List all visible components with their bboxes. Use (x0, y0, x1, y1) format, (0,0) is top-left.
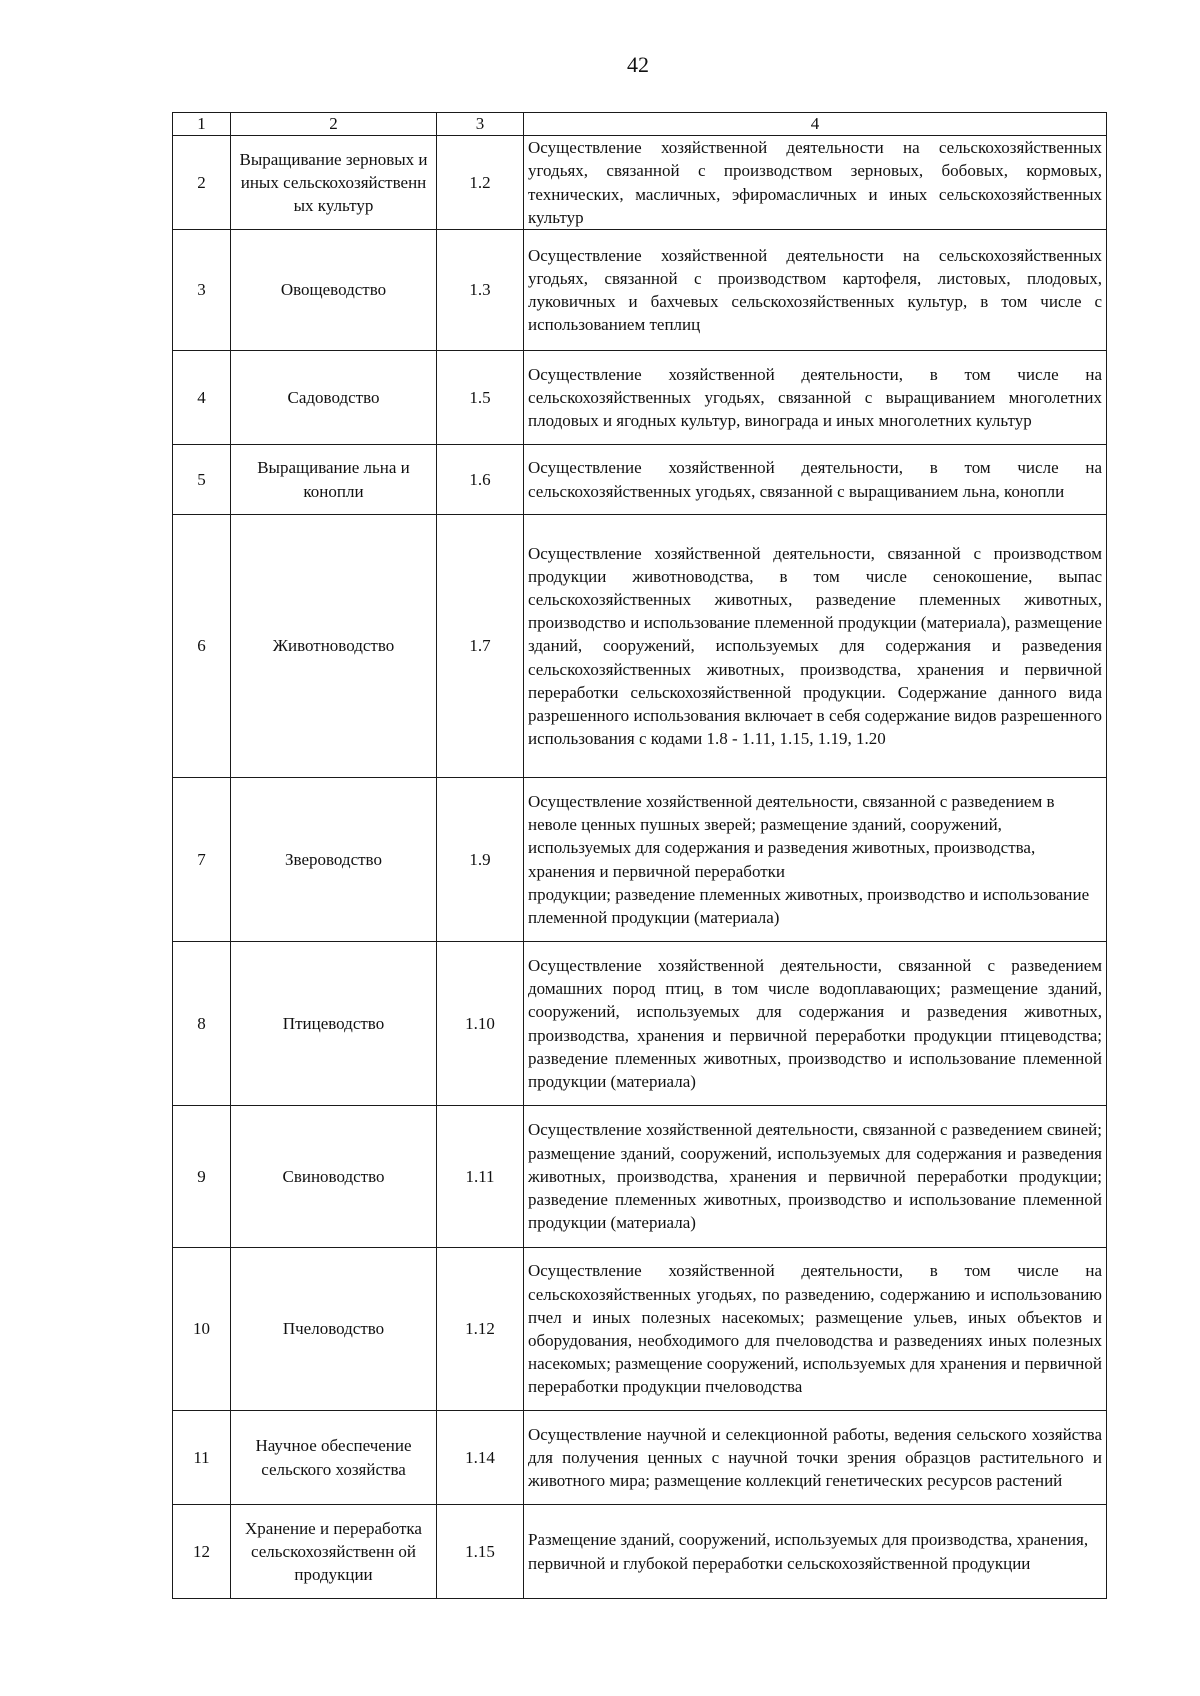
land-use-code: 1.2 (437, 136, 524, 230)
land-use-code: 1.7 (437, 515, 524, 778)
land-use-description: Осуществление хозяйственной деятельности на сельскохозяйственных угодьях, связанной с производством картофеля, листовых, плодовых, луковичных и бахчевых сельскохозяйственных культур, в том числе с использованием теплиц (524, 230, 1107, 351)
header-col-3: 3 (437, 113, 524, 136)
row-number: 2 (173, 136, 231, 230)
land-use-code: 1.3 (437, 230, 524, 351)
land-use-name: Овощеводство (231, 230, 437, 351)
land-use-code: 1.15 (437, 1505, 524, 1599)
land-use-name: Животноводство (231, 515, 437, 778)
land-use-code: 1.10 (437, 942, 524, 1106)
land-use-code: 1.5 (437, 351, 524, 445)
land-use-description: Осуществление хозяйственной деятельности, связанной с разведением свиней; размещение зданий, сооружений, используемых для содержания и разведения животных, производства, хранения и первичной переработки продукции; разведение племенных животных, производство и использование племенной продукции (материала) (524, 1106, 1107, 1248)
land-use-table (172, 112, 1107, 1599)
table-row (173, 942, 1107, 1106)
description-text: Осуществление хозяйственной деятельности, связанной с разведением в неволе ценных пушных зверей; размещение зданий, сооружений, используемых для содержания и разведения животных, производства, хранения и первичной переработки (528, 791, 1055, 881)
land-use-code: 1.14 (437, 1411, 524, 1505)
row-number: 6 (173, 515, 231, 778)
table-row (173, 351, 1107, 445)
land-use-code: 1.9 (437, 778, 524, 942)
table-row (173, 1411, 1107, 1505)
land-use-description: Осуществление хозяйственной деятельности, в том числе на сельскохозяйственных угодьях, по разведению, содержанию и использованию пчел и иных полезных насекомых; размещение ульев, иных объектов и оборудования, необходимого для пчеловодства и разведениях иных полезных насекомых; размещение сооружений, используемых для хранения и первичной переработки продукции пчеловодства (524, 1248, 1107, 1411)
land-use-code: 1.6 (437, 445, 524, 515)
row-number: 3 (173, 230, 231, 351)
land-use-description: Осуществление хозяйственной деятельности, в том числе на сельскохозяйственных угодьях, связанной с выращиванием льна, конопли (524, 445, 1107, 515)
table-row (173, 1106, 1107, 1248)
land-use-code: 1.12 (437, 1248, 524, 1411)
header-col-2: 2 (231, 113, 437, 136)
table-row (173, 778, 1107, 942)
land-use-description: Осуществление хозяйственной деятельности, в том числе на сельскохозяйственных угодьях, связанной с выращиванием многолетних плодовых и ягодных культур, винограда и иных многолетних культур (524, 351, 1107, 445)
land-use-name: Свиноводство (231, 1106, 437, 1248)
land-use-name: Научное обеспечение сельского хозяйства (231, 1411, 437, 1505)
land-use-description: Размещение зданий, сооружений, используемых для производства, хранения, первичной и глубокой переработки сельскохозяйственной продукции (524, 1505, 1107, 1599)
land-use-name: Выращивание зерновых и иных сельскохозяйственн ых культур (231, 136, 437, 230)
page-number: 42 (627, 52, 649, 77)
row-number: 8 (173, 942, 231, 1106)
land-use-name: Пчеловодство (231, 1248, 437, 1411)
description-continuation: продукции; разведение племенных животных, производство и использование племенной продукции (материала) (528, 884, 1090, 927)
land-use-description: Осуществление хозяйственной деятельности на сельскохозяйственных угодьях, связанной с производством зерновых, бобовых, кормовых, технических, масличных, эфиромасличных и иных сельскохозяйственных культур (524, 136, 1107, 230)
table-row (173, 230, 1107, 351)
header-col-1: 1 (173, 113, 231, 136)
land-use-name: Садоводство (231, 351, 437, 445)
row-number: 4 (173, 351, 231, 445)
land-use-name: Выращивание льна и конопли (231, 445, 437, 515)
row-number: 12 (173, 1505, 231, 1599)
table-row (173, 1505, 1107, 1599)
row-number: 11 (173, 1411, 231, 1505)
table-row (173, 445, 1107, 515)
table-row (173, 136, 1107, 230)
land-use-name: Хранение и переработка сельскохозяйственн ой продукции (231, 1505, 437, 1599)
land-use-description: Осуществление научной и селекционной работы, ведения сельского хозяйства для получения ценных с научной точки зрения образцов растительного и животного мира; размещение коллекций генетических ресурсов растений (524, 1411, 1107, 1505)
row-number: 9 (173, 1106, 231, 1248)
land-use-name: Птицеводство (231, 942, 437, 1106)
table-row (173, 1248, 1107, 1411)
land-use-code: 1.11 (437, 1106, 524, 1248)
table-header-row (173, 113, 1107, 136)
land-use-description: Осуществление хозяйственной деятельности, связанной с разведением домашних пород птиц, в том числе водоплавающих; размещение зданий, сооружений, используемых для содержания и разведения животных, производства, хранения и первичной переработки продукции птицеводства; разведение племенных животных, производство и использование племенной продукции (материала) (524, 942, 1107, 1106)
row-number: 5 (173, 445, 231, 515)
table-row (173, 515, 1107, 778)
header-col-4: 4 (524, 113, 1107, 136)
land-use-name: Звероводство (231, 778, 437, 942)
row-number: 7 (173, 778, 231, 942)
land-use-description (524, 778, 1107, 942)
land-use-description: Осуществление хозяйственной деятельности, связанной с производством продукции животноводства, в том числе сенокошение, выпас сельскохозяйственных животных, разведение племенных животных, производство и использование племенной продукции (материала), размещение зданий, сооружений, используемых для содержания и разведения сельскохозяйственных животных, производства, хранения и первичной переработки сельскохозяйственной продукции. Содержание данного вида разрешенного использования включает в себя содержание видов разрешенного использования с кодами 1.8 - 1.11, 1.15, 1.19, 1.20 (524, 515, 1107, 778)
row-number: 10 (173, 1248, 231, 1411)
